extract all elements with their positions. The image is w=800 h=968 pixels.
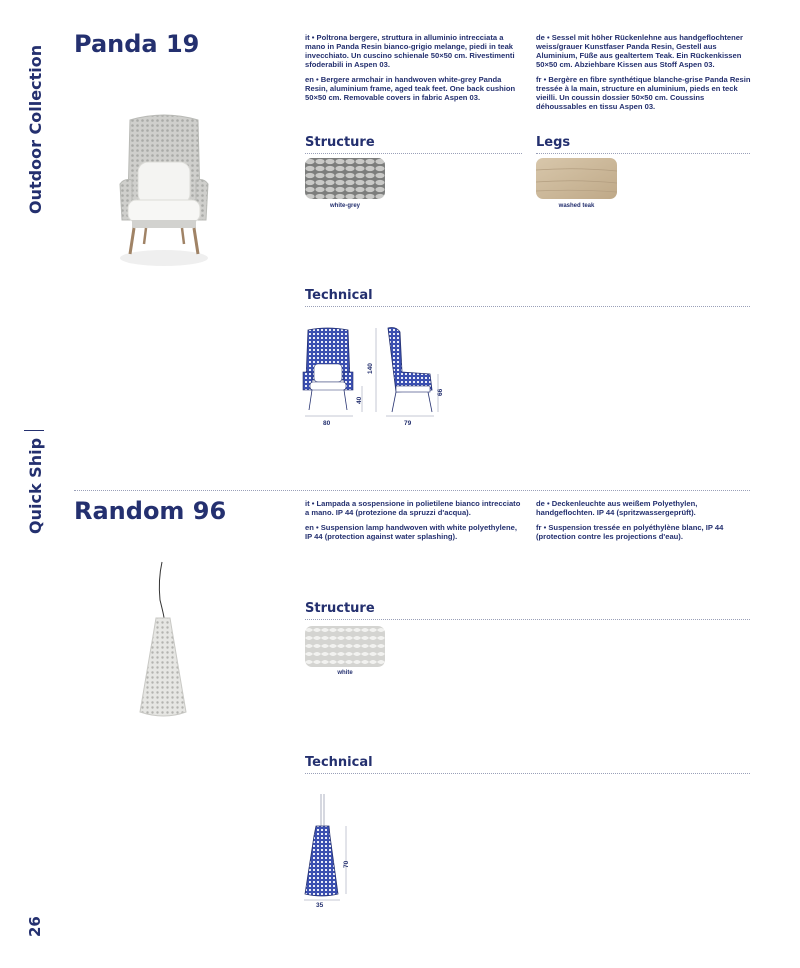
panda-19-legs-heading: Legs (536, 135, 571, 150)
description-en: en • Suspension lamp handwoven with white polyethylene, IP 44 (protection against water splashing). (305, 523, 517, 541)
white-caption: white (337, 670, 353, 676)
dim-width: 80 (323, 420, 331, 427)
technical-divider (305, 306, 750, 307)
description-en: en • Bergere armchair in handwoven white-grey Panda Resin, aluminium frame, aged teak feet. One back cushion 50×50 cm. Removable covers in fabric Aspen 03. (305, 75, 516, 102)
white-grey-swatch (305, 158, 385, 199)
random-96-technical-heading: Technical (305, 755, 373, 770)
random-96-description-left (305, 499, 523, 547)
description-de: de • Sessel mit höher Rückenlehne aus handgeflochtener weiss/grauer Kunstfaser Panda Resin, Gestell aus Aluminium, Füße aus gealtertem Teak. Ein Rückenkissen 50×50 cm. Abziehbare Kissen aus Stoff Aspen 03. (536, 33, 743, 69)
product-title-random-96: Random 96 (74, 497, 227, 525)
random-96-description-right (536, 499, 754, 547)
dim-arm: 66 (437, 388, 444, 396)
panda-19-description-right (536, 33, 754, 117)
description-fr: fr • Suspension tressée en polyéthylène blanc, IP 44 (protection contre les projections d'eau). (536, 523, 724, 541)
dim-height: 140 (367, 363, 374, 374)
panda-19-description-left (305, 33, 523, 108)
page-number: 26 (26, 916, 44, 937)
random-96-photo (130, 560, 196, 725)
dim-height: 70 (343, 860, 350, 868)
product-divider (74, 490, 750, 491)
panda-19-technical-drawing (300, 324, 450, 430)
dim-seat: 40 (356, 396, 363, 404)
structure-divider (305, 619, 750, 620)
legs-divider (536, 153, 750, 154)
washed-teak-swatch (536, 158, 617, 199)
sidebar-tick (24, 430, 44, 431)
description-de: de • Deckenleuchte aus weißem Polyethylen, handgeflochten. IP 44 (spritzwassergeprüft). (536, 499, 698, 517)
technical-divider (305, 773, 750, 774)
white-swatch (305, 626, 385, 667)
panda-19-technical-heading: Technical (305, 288, 373, 303)
description-it: it • Lampada a sospensione in polietilene bianco intrecciato a mano. IP 44 (protezione da spruzzi d'acqua). (305, 499, 521, 517)
collection-label: Outdoor Collection (26, 44, 45, 214)
structure-divider (305, 153, 522, 154)
description-it: it • Poltrona bergere, struttura in alluminio intrecciata a mano in Panda Resin bianco-grigio melange, piedi in teak invecchiato. Un cuscino schienale 50×50 cm. Rivestimenti sfoderabili in Aspen 03. (305, 33, 515, 69)
panda-19-photo (110, 108, 218, 273)
quick-ship-label: Quick Ship (26, 437, 45, 534)
dim-width: 35 (316, 902, 324, 909)
random-96-technical-drawing (300, 792, 360, 902)
panda-19-structure-heading: Structure (305, 135, 375, 150)
product-title-panda-19: Panda 19 (74, 30, 200, 58)
dim-depth: 79 (404, 420, 412, 427)
description-fr: fr • Bergère en fibre synthétique blanche-grise Panda Resin tressée à la main, structure en aluminium, pieds en teck vieilli. Un coussin dossier 50×50 cm. Coussins déhoussables en tissu Aspen 03. (536, 75, 751, 111)
washed-teak-caption: washed teak (558, 203, 595, 209)
random-96-structure-heading: Structure (305, 601, 375, 616)
white-grey-caption: white-grey (329, 203, 360, 209)
